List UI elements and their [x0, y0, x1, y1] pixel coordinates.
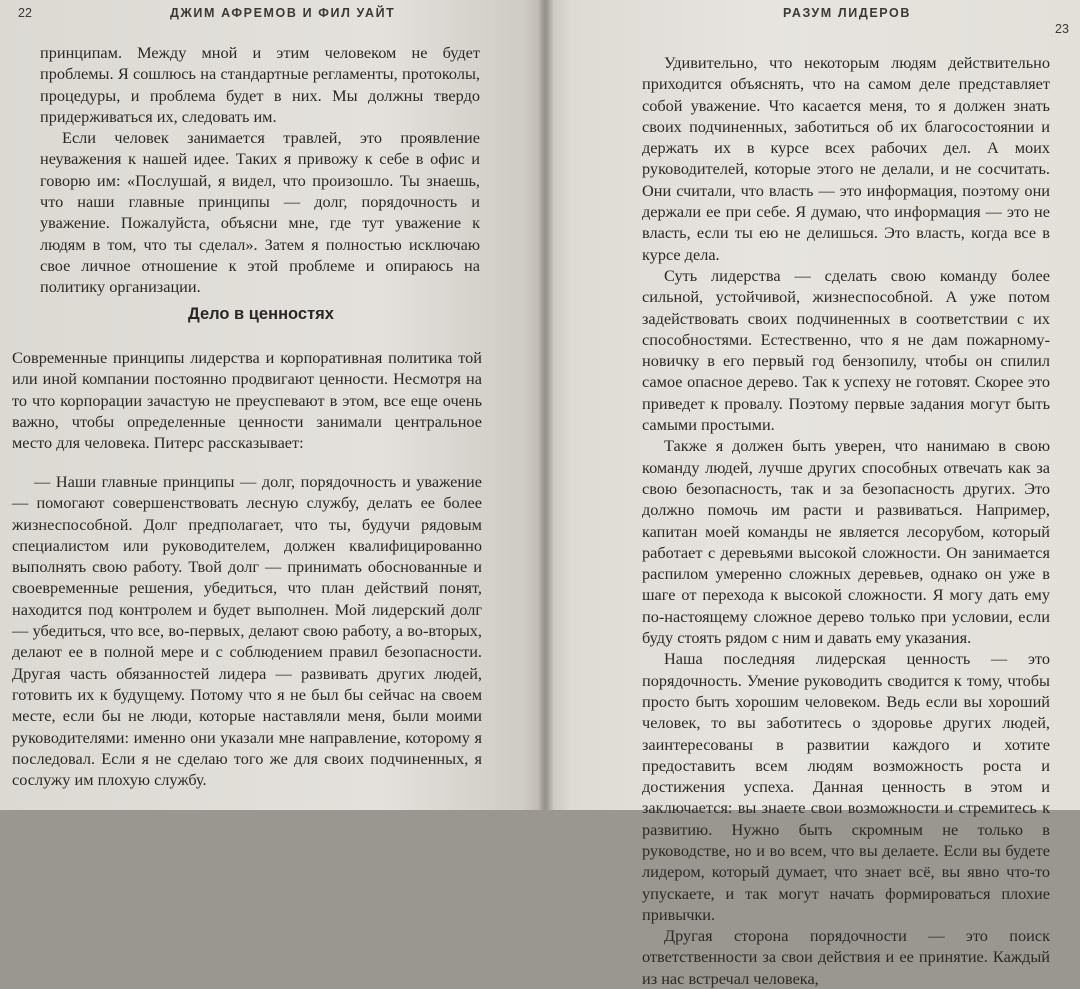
paragraph: Наша последняя лидерская ценность — это порядочность. Умение руководить сводится к тому, чтобы просто быть хорошим человеком. Ведь если вы хороший человек, то вы заботитесь о здоровье других людей, заинтересованы в развитии каждого и хотите предоставить всем людям возможность роста и достижения успеха. Данная ценность в этом и заключается: вы знаете свои возможности и стремитесь к развитию. Нужно быть скромным не только в руководстве, но и во всем, что вы делаете. Если вы будете лидером, который думает, что знает всё, вы явно что-то упускаете, и так могут начать формироваться плохие привычки.	[642, 649, 1050, 924]
quote-paragraph: — Наши главные принципы — долг, порядочность и уважение — помогают совершенствовать лесную службу, делать ее более жизнеспособной. Долг предполагает, что ты, будучи рядовым специалистом или руководителем, должен квалифицированно выполнять свою работу. Твой долг — принимать обоснованные и своевременные решения, убедиться, что план действий понят, находится под контролем и будет выполнен. Мой лидерский долг — убедиться, что все, во-первых, делают свою работу, а во-вторых, делают ее в полной мере и с соблюдением правил безопасности. Другая часть обязанностей лидера — развивать других людей, готовить их к будущему. Потому что я не был бы сейчас на своем месте, если бы не люди, которые наставляли меня, были моими руководителями: именно они указали мне направление, которому я последовал. Если я не сделаю того же для своих подчиненных, я сослужу им плохую службу.	[12, 472, 482, 790]
running-head-right: РАЗУМ ЛИДЕРОВ	[783, 6, 912, 20]
paragraph: Удивительно, что некоторым людям действительно приходится объяснять, что на самом деле представляет собой уважение. Что касается меня, то я должен знать своих подчиненных, заботиться об их благосостоянии и держать их в курсе всех рабочих дел. А моих руководителей, которые этого не делали, и не сосчитать. Они считали, что власть — это информация, поэтому они держали ее при себе. Я думаю, что информация — это не власть, если ты ею не делишься. Это власть, когда все в курсе дела.	[642, 53, 1050, 264]
right-text-block	[642, 52, 1050, 989]
paragraph: Суть лидерства — сделать свою команду более сильной, устойчивой, жизнеспособной. А уже потом задействовать своих подчиненных в соответствии с их способностями. Естественно, что я не дам пожарному-новичку в его первый год бензопилу, чтобы он спилил самое опасное дерево. Так к успеху не готовят. Скорее это приведет к провалу. Поэтому первые задания могут быть самыми простыми.	[642, 265, 1050, 435]
paragraph: Также я должен быть уверен, что нанимаю в свою команду людей, лучше других способных отвечать как за свою безопасность, так и за безопасность других. Это должно помочь им расти и развиваться. Например, капитан моей команды не является лесорубом, который работает с деревьями высокой сложности. Он занимается распилом умеренно сложных деревьев, однако он уже в шаге от перехода к высокой сложности. Я могу дать ему по-настоящему сложное дерево только при условии, если буду стоять рядом с ним и давать ему указания.	[642, 436, 1050, 648]
paragraph: Если человек занимается травлей, это проявление неуважения к нашей идее. Таких я привожу к себе в офис и говорю им: «Послушай, я видел, что произошло. Ты знаешь, что наши главные принципы — долг, порядочность и уважение. Пожалуйста, объясни мне, где тут уважение к людям в том, что ты сделал». Затем я полностью исключаю свое личное отношение к этой проблеме и опираюсь на политику организации.	[40, 128, 480, 297]
section-heading: Дело в ценностях	[188, 305, 334, 323]
paragraph: Современные принципы лидерства и корпоративная политика той или иной компании постоянно продвигают ценности. Несмотря на то что корпорации зачастую не преуспевают в этом, все еще очень важно, чтобы определенные ценности занимали центральное место для человека. Питерс рассказывает:	[12, 348, 482, 453]
running-head-left: ДЖИМ АФРЕМОВ И ФИЛ УАЙТ	[170, 6, 396, 20]
paragraph: Другая сторона порядочности — это поиск ответственности за свои действия и ее принятие. Каждый из нас встречал человека,	[642, 926, 1050, 988]
left-text-block-2	[12, 347, 482, 453]
left-page	[0, 0, 545, 810]
paragraph: принципам. Между мной и этим человеком не будет проблемы. Я сошлюсь на стандартные регламенты, протоколы, процедуры, и проблема будет в них. Мы должны твердо придерживаться их, следовать им.	[40, 43, 480, 126]
page-number-right: 23	[1055, 22, 1069, 36]
book-gutter	[538, 0, 554, 810]
left-text-block-3	[12, 471, 482, 790]
left-text-block-1	[40, 42, 480, 298]
page-number-left: 22	[18, 6, 32, 20]
right-page	[545, 0, 1080, 988]
